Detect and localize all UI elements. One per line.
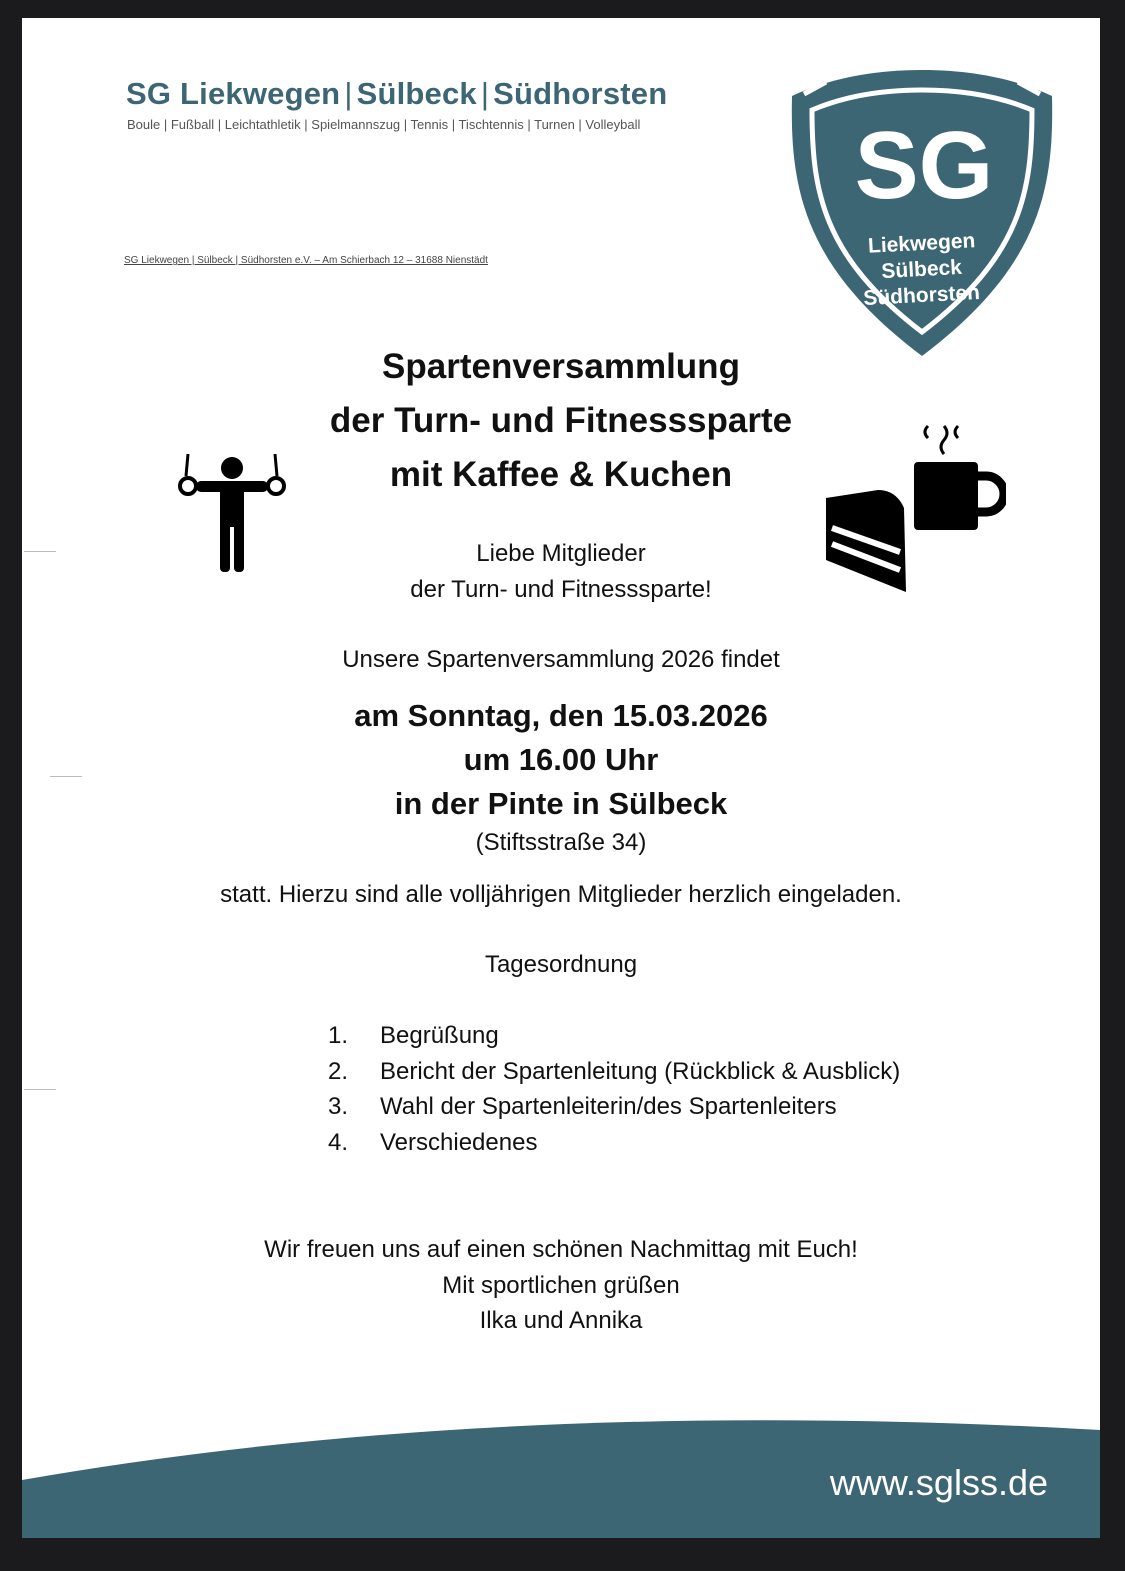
closing-signature: Ilka und Annika xyxy=(479,1307,643,1334)
intro-text: Unsere Spartenversammlung 2026 findet xyxy=(342,646,780,673)
separator: | xyxy=(480,76,490,111)
fold-mark xyxy=(50,776,82,777)
closing-line-1: Wir freuen uns auf einen schönen Nachmittag mit Euch! xyxy=(264,1236,858,1263)
agenda-item xyxy=(328,1125,900,1161)
logo-line-1: Liekwegen xyxy=(867,229,976,258)
event-details xyxy=(22,694,1100,826)
greeting-line-2: der Turn- und Fitnesssparte! xyxy=(410,576,712,603)
fold-mark xyxy=(24,551,56,552)
agenda-number: 3. xyxy=(328,1093,349,1120)
agenda-text: Verschiedenes xyxy=(380,1128,538,1156)
event-street: (Stiftsstraße 34) xyxy=(475,829,647,856)
closing xyxy=(22,1232,1100,1339)
agenda-item xyxy=(328,1089,900,1125)
website-link[interactable]: www.sglss.de xyxy=(829,1462,1048,1503)
agenda-text: Bericht der Spartenleitung (Rückblick & Ausblick) xyxy=(380,1057,901,1085)
divisions-list: Boule | Fußball | Leichtathletik | Spielmannszug | Tennis | Tischtennis | Turnen | Volleyball xyxy=(127,117,641,132)
club-name-part-3: Südhorsten xyxy=(493,76,668,111)
greeting-line-1: Liebe Mitglieder xyxy=(476,540,646,567)
separator: | xyxy=(344,76,353,111)
flyer-page xyxy=(22,18,1100,1538)
event-place: in der Pinte in Sülbeck xyxy=(394,786,728,821)
fold-mark xyxy=(24,1089,56,1090)
return-address: SG Liekwegen | Sülbeck | Südhorsten e.V. – Am Schierbach 12 – 31688 Nienstädt xyxy=(124,255,488,266)
closing-line-2: Mit sportlichen grüßen xyxy=(442,1271,680,1299)
coffee-mug-icon xyxy=(910,422,1006,534)
agenda-item xyxy=(328,1018,900,1054)
agenda-number: 1. xyxy=(328,1022,349,1049)
club-name xyxy=(126,76,667,112)
event-date: am Sonntag, den 15.03.2026 xyxy=(354,698,768,733)
agenda-number: 2. xyxy=(328,1057,349,1085)
agenda-title: Tagesordnung xyxy=(484,951,638,978)
headline-line-2: der Turn- und Fitnesssparte xyxy=(329,401,793,440)
agenda-list xyxy=(328,1018,900,1160)
agenda-text: Wahl der Spartenleiterin/des Spartenleiters xyxy=(380,1093,837,1120)
greeting xyxy=(22,536,1100,608)
agenda-item xyxy=(328,1054,900,1090)
logo-line-3: Südhorsten xyxy=(862,280,981,311)
club-name-part-2: Sülbeck xyxy=(356,76,477,111)
agenda-number: 4. xyxy=(328,1128,349,1156)
headline-line-3: mit Kaffee & Kuchen xyxy=(389,455,733,494)
invitation-text: statt. Hierzu sind alle volljährigen Mitglieder herzlich eingeladen. xyxy=(220,881,902,908)
logo-line-2: Sülbeck xyxy=(880,255,963,284)
club-logo xyxy=(790,66,1054,360)
club-name-part-1: SG Liekwegen xyxy=(126,76,341,111)
headline-line-1: Spartenversammlung xyxy=(382,347,740,386)
logo-initials: SG xyxy=(854,112,994,219)
event-time: um 16.00 Uhr xyxy=(463,742,659,777)
agenda-text: Begrüßung xyxy=(380,1022,499,1049)
